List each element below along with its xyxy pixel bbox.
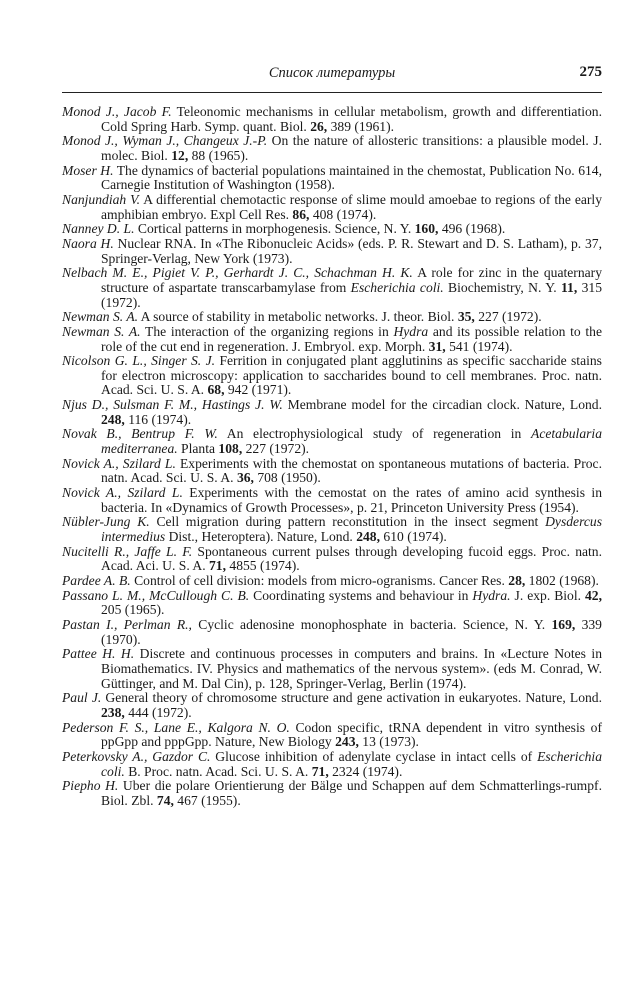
- reference-authors: Paul J.: [62, 690, 102, 706]
- reference-authors: Pardee A. B.: [62, 573, 131, 588]
- reference-entry: [62, 354, 602, 398]
- reference-volume: 108,: [218, 441, 243, 457]
- reference-entry: [62, 427, 602, 456]
- reference-authors: Newman S. A.: [62, 323, 141, 339]
- reference-text: Nuclear RNA. In «The Ribonucleic Acids» (eds. P. R. Stewart and D. S. Latham), p. 37, Springer-Verlag, New York (1973).: [101, 235, 602, 266]
- page-number: 275: [579, 64, 602, 80]
- reference-entry: [62, 779, 602, 808]
- reference-text: 88 (1965).: [188, 147, 249, 163]
- reference-text: Uber die polare Orientierung der Bälge und Schappen auf dem Schmatterlings-rumpf. Biol. Zbl.: [101, 778, 602, 808]
- reference-authors: Nelbach M. E., Pigiet V. P., Gerhardt J. C., Schachman H. K.: [62, 265, 413, 281]
- reference-text: Dist., Heteroptera). Nature, Lond.: [165, 529, 357, 545]
- reference-entry: [62, 237, 602, 266]
- reference-text: 116 (1974).: [124, 411, 192, 427]
- reference-italic-text: Hydra.: [472, 587, 511, 603]
- reference-text: A differential chemotactic response of slime mould amoebae to regions of the early amphibian embryo. Expl Cell Res.: [101, 191, 603, 222]
- reference-text: Cell migration during pattern reconstitution in the insect segment: [149, 514, 546, 530]
- reference-volume: 243,: [335, 734, 359, 750]
- reference-text: 467 (1955).: [173, 792, 241, 808]
- reference-text: The interaction of the organizing regions in: [140, 323, 394, 339]
- reference-authors: Monod J., Jacob F.: [62, 104, 172, 119]
- reference-entry: [62, 398, 602, 427]
- reference-text: Teleonomic mechanisms in cellular metabolism, growth and differentiation. Cold Spring Harb. Symp. quant. Biol.: [101, 104, 603, 134]
- reference-entry: [62, 325, 602, 354]
- reference-text: 541 (1974).: [445, 338, 513, 354]
- reference-text: Glucose inhibition of adenylate cyclase in intact cells of: [210, 748, 538, 764]
- reference-entry: [62, 750, 602, 779]
- reference-authors: Pederson F. S., Lane E., Kalgora N. O.: [62, 719, 290, 735]
- reference-text: Cortical patterns in morphogenesis. Science, N. Y.: [134, 221, 415, 237]
- reference-entry: [62, 515, 602, 544]
- reference-text: On the nature of allosteric transitions: a plausible model. J. molec. Biol.: [101, 133, 602, 163]
- reference-volume: 12,: [171, 147, 189, 163]
- reference-volume: 74,: [156, 792, 174, 808]
- reference-volume: 248,: [356, 529, 380, 545]
- reference-authors: Novak B., Bentrup F. W.: [62, 426, 218, 442]
- reference-text: Biochemistry, N. Y.: [443, 279, 562, 295]
- reference-text: 708 (1950).: [253, 470, 321, 486]
- reference-text: Coordinating systems and behaviour in: [249, 587, 473, 603]
- reference-text: 610 (1974).: [380, 529, 447, 545]
- running-title: Список литературы: [268, 65, 396, 81]
- reference-text: Planta: [177, 441, 219, 457]
- reference-text: 389 (1961).: [327, 118, 395, 134]
- reference-italic-text: Escherichia coli.: [350, 279, 444, 295]
- reference-text: Experiments with the cemostat on the rates of amino acid synthesis in bacteria. In «Dynamics of Growth Processes», p. 21, Princeton University Press (1954).: [101, 485, 602, 515]
- reference-authors: Nicolson G. L., Singer S. J.: [62, 353, 216, 369]
- reference-authors: Novick A., Szilard L.: [62, 455, 176, 471]
- reference-text: General theory of chromosome structure and gene activation in eukaryotes. Nature, Lond.: [101, 690, 602, 706]
- reference-text: 2324 (1974).: [328, 763, 403, 779]
- reference-text: 227 (1972).: [474, 309, 542, 325]
- reference-text: 444 (1972).: [124, 704, 192, 720]
- reference-text: 408 (1974).: [309, 206, 377, 222]
- reference-text: 339 (1970).: [101, 616, 602, 647]
- reference-volume: 68,: [207, 382, 225, 398]
- reference-authors: Njus D., Sulsman F. M., Hastings J. W.: [62, 397, 283, 413]
- reference-entry: [62, 457, 602, 486]
- reference-text: 1802 (1968).: [525, 573, 599, 588]
- reference-authors: Moser H.: [62, 162, 114, 178]
- reference-text: J. exp. Biol.: [510, 587, 585, 603]
- reference-text: An electrophysiological study of regeneration in: [217, 426, 532, 442]
- reference-entry: [62, 266, 602, 310]
- reference-entry: [62, 589, 602, 618]
- reference-text: Discrete and continuous processes in computers and brains. In «Lecture Notes in Biomathematics. IV. Physics and mathematics of the nervous system». (eds M. Conrad, W. Güttinger, and M. Dal Cin), p. 128, Springer-Verlag, Berlin (1974).: [101, 646, 603, 691]
- reference-text: 496 (1968).: [438, 221, 506, 237]
- reference-volume: 36,: [236, 470, 254, 486]
- reference-volume: 248,: [101, 411, 125, 427]
- reference-volume: 31,: [428, 338, 446, 354]
- reference-text: The dynamics of bacterial populations maintained in the chemostat, Publication No. 614, Carnegie Institution of Washington (1958).: [101, 162, 602, 193]
- reference-text: and its possible relation to the role of the cut end in regeneration. J. Embryol. exp. Morph.: [101, 323, 602, 354]
- reference-text: 227 (1972).: [242, 441, 310, 457]
- reference-entry: [62, 647, 602, 691]
- page-header: [62, 62, 602, 93]
- reference-text: Experiments with the chemostat on spontaneous mutations of bacteria. Proc. natn. Acad. Sci. U. S. A.: [101, 455, 602, 486]
- reference-volume: 160,: [414, 221, 439, 237]
- reference-authors: Novick A., Szilard L.: [62, 485, 183, 501]
- reference-entry: [62, 691, 602, 720]
- reference-text: A source of stability in metabolic networks. J. theor. Biol.: [138, 309, 458, 325]
- reference-entry: [62, 486, 602, 515]
- reference-authors: Monod J., Wyman J., Changeux J.-P.: [62, 133, 268, 149]
- reference-entry: [62, 222, 602, 237]
- reference-authors: Piepho H.: [62, 778, 119, 794]
- reference-italic-text: Dysdercus intermedius: [101, 514, 602, 545]
- reference-authors: Nübler-Jung K.: [62, 514, 150, 530]
- reference-volume: 71,: [311, 763, 329, 779]
- reference-volume: 238,: [101, 704, 125, 720]
- reference-authors: Newman S. A.: [62, 309, 139, 325]
- reference-volume: 35,: [457, 309, 475, 325]
- reference-entry: [62, 105, 602, 134]
- reference-volume: 71,: [209, 558, 226, 574]
- reference-volume: 42,: [585, 587, 602, 603]
- reference-entry: [62, 574, 602, 589]
- reference-italic-text: Escherichia coli.: [101, 748, 602, 779]
- reference-text: Ferrition in conjugated plant agglutinins as specific saccharide stains for electron microscopy: application to saccharides bound to cell membranes. Proc. natn. Acad. Sci. U. S. A.: [101, 353, 602, 398]
- reference-entry: [62, 721, 602, 750]
- reference-entry: [62, 164, 602, 193]
- reference-text: 205 (1965).: [101, 602, 165, 618]
- reference-italic-text: Hydra: [393, 323, 429, 339]
- reference-entry: [62, 193, 602, 222]
- reference-text: Codon specific, tRNA dependent in vitro synthesis of ppGpp and pppGpp. Nature, New Biology: [101, 719, 602, 750]
- reference-volume: 86,: [292, 206, 310, 222]
- reference-entry: [62, 134, 602, 163]
- reference-volume: 11,: [561, 279, 578, 295]
- reference-authors: Nanney D. L.: [62, 221, 135, 237]
- reference-volume: 26,: [310, 118, 328, 134]
- reference-text: 4855 (1974).: [226, 558, 300, 574]
- reference-entry: [62, 545, 602, 574]
- reference-entry: [62, 618, 602, 647]
- reference-text: Cyclic adenosine monophosphate in bacteria. Science, N. Y.: [191, 616, 552, 632]
- reference-text: A role for zinc in the quaternary structure of aspartate transcarbamylase from: [101, 265, 602, 295]
- reference-text: 315 (1972).: [101, 279, 602, 310]
- reference-authors: Pattee H. H.: [62, 646, 135, 662]
- reference-entry: [62, 310, 602, 325]
- reference-volume: 169,: [551, 616, 576, 632]
- reference-text: 942 (1971).: [224, 382, 292, 398]
- reference-text: B. Proc. natn. Acad. Sci. U. S. A.: [124, 763, 312, 779]
- reference-authors: Nucitelli R., Jaffe L. F.: [62, 543, 193, 559]
- reference-volume: 28,: [508, 573, 526, 588]
- reference-italic-text: Acetabularia mediterranea.: [101, 426, 602, 457]
- reference-text: Control of cell division: models from micro-ogranisms. Cancer Res.: [130, 573, 509, 588]
- reference-authors: Nanjundiah V.: [62, 191, 141, 207]
- reference-list: [62, 105, 602, 809]
- reference-text: Spontaneous current pulses through developing fucoid eggs. Proc. natn. Acad. Aci. U. S. A.: [101, 543, 602, 574]
- reference-authors: Peterkovsky A., Gazdor C.: [62, 748, 211, 764]
- reference-authors: Passano L. M., McCullough C. B.: [62, 587, 250, 603]
- reference-text: Membrane model for the circadian clock. Nature, Lond.: [282, 397, 602, 413]
- reference-authors: Pastan I., Perlman R.,: [62, 616, 192, 632]
- reference-text: 13 (1973).: [358, 734, 419, 750]
- reference-authors: Naora H.: [62, 235, 114, 251]
